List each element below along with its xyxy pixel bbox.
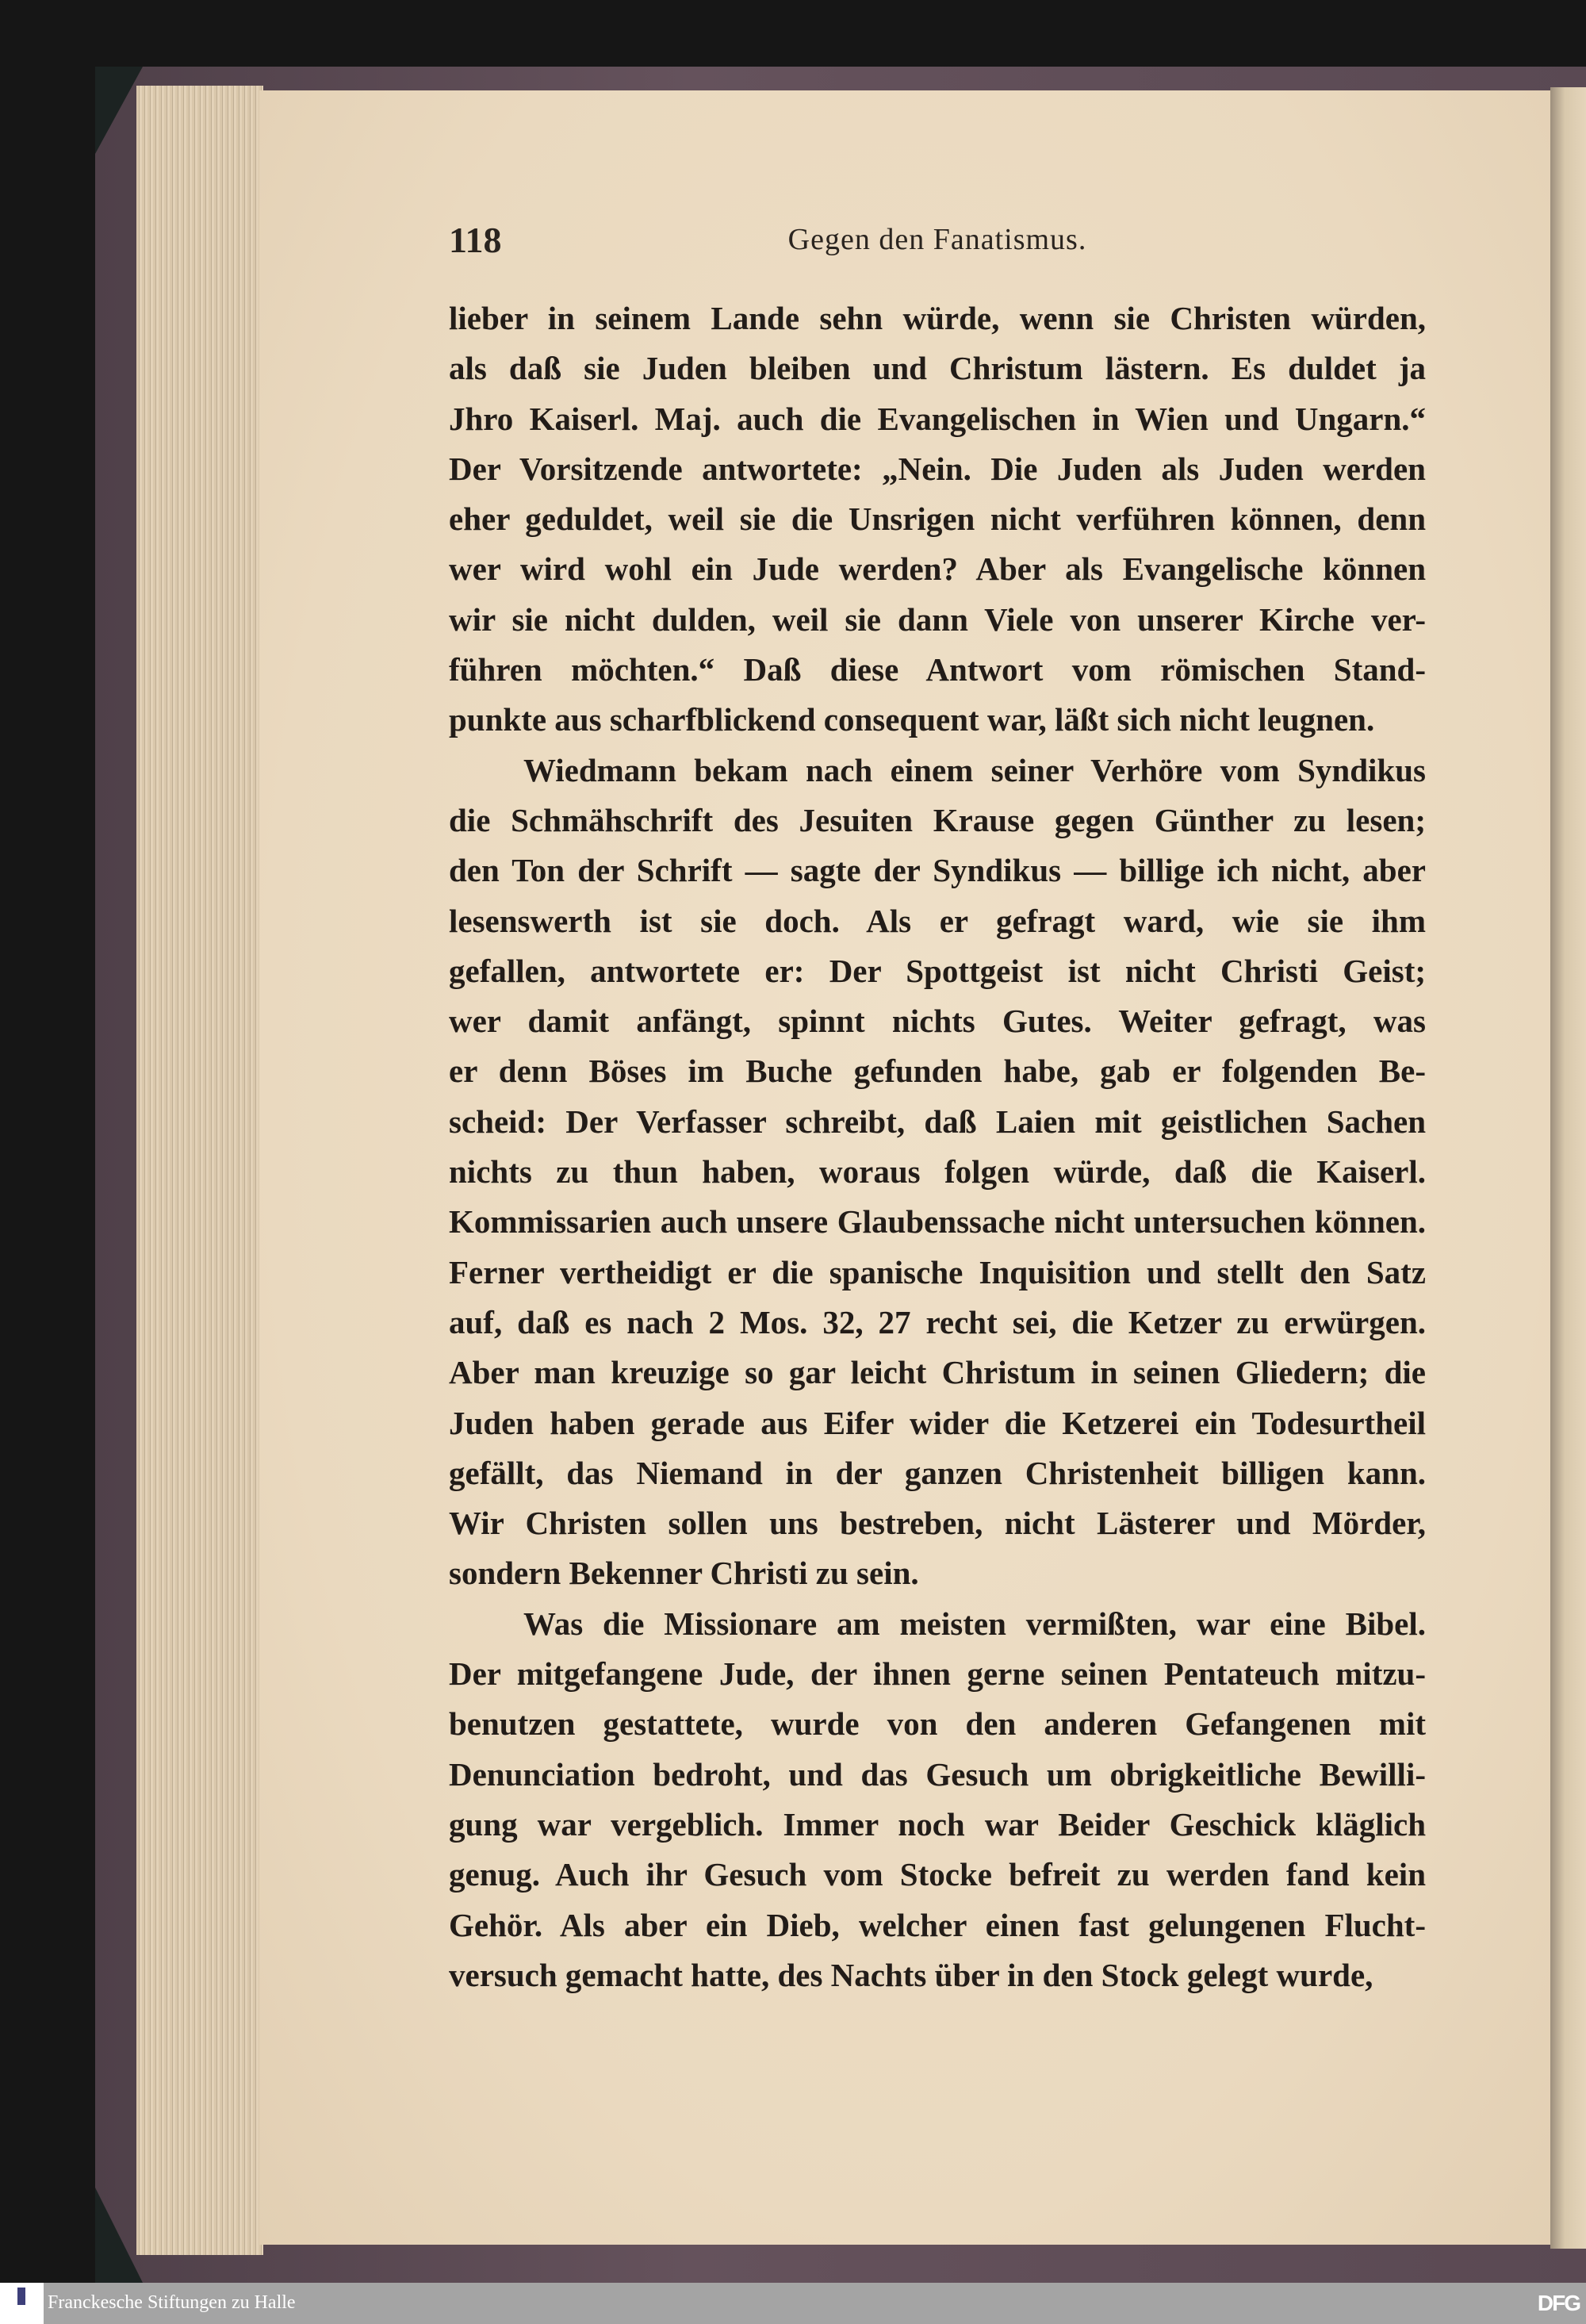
page-body-text (449, 293, 1426, 2000)
page-header (449, 219, 1426, 267)
text-line: führen möchten.“ Daß diese Antwort vom römischen Stand- (449, 651, 1426, 688)
text-line: Der Vorsitzende antwortete: „Nein. Die Juden als Juden werden (449, 450, 1426, 487)
paragraph (449, 293, 1426, 746)
cover-corner-top (95, 67, 143, 154)
page-stack-edges (136, 86, 263, 2255)
text-line: wer wird wohl ein Jude werden? Aber als Evangelische können (449, 550, 1426, 588)
text-line: gefallen, antwortete er: Der Spottgeist ist nicht Christi Geist; (449, 952, 1426, 989)
text-line: punkte aus scharfblickend consequent war, läßt sich nicht leugnen. (449, 701, 1375, 738)
text-line: Ferner vertheidigt er die spanische Inquisition und stellt den Satz (449, 1253, 1426, 1290)
statue-icon (17, 2288, 25, 2305)
text-line: wir sie nicht dulden, weil sie dann Viele von unserer Kirche ver- (449, 600, 1426, 638)
text-line: scheid: Der Verfasser schreibt, daß Laien mit geistlichen Sachen (449, 1103, 1426, 1140)
text-line: wer damit anfängt, spinnt nichts Gutes. Weiter gefragt, was (449, 1003, 1426, 1040)
paragraph (449, 1599, 1426, 2000)
text-line: eher geduldet, weil sie die Unsrigen nicht verführen können, denn (449, 500, 1426, 538)
footer-bar (0, 2283, 1586, 2324)
text-line: die Schmähschrift des Jesuiten Krause gegen Günther zu lesen; (449, 801, 1426, 838)
text-line: Juden haben gerade aus Eifer wider die Ketzerei ein Todesurtheil (449, 1404, 1426, 1441)
text-line: Gehör. Als aber ein Dieb, welcher einen fast gelungenen Flucht- (449, 1906, 1426, 1943)
text-line: Wiedmann bekam nach einem seiner Verhöre vom Syndikus (523, 751, 1426, 788)
institution-name: Franckesche Stiftungen zu Halle (48, 2292, 296, 2313)
text-line: Was die Missionare am meisten vermißten, war eine Bibel. (523, 1605, 1426, 1642)
text-line: lesenswerth ist sie doch. Als er gefragt ward, wie sie ihm (449, 902, 1426, 939)
text-line: sondern Bekenner Christi zu sein. (449, 1555, 919, 1592)
text-line: genug. Auch ihr Gesuch vom Stocke befreit zu werden fand kein (449, 1856, 1426, 1893)
running-title: Gegen den Fanatismus. (787, 223, 1087, 256)
text-line: gefällt, das Niemand in der ganzen Christenheit billigen kann. (449, 1454, 1426, 1491)
text-line: Jhro Kaiserl. Maj. auch die Evangelischen in Wien und Ungarn.“ (449, 400, 1426, 437)
cover-corner-bottom (95, 2188, 143, 2283)
text-line: gung war vergeblich. Immer noch war Beider Geschick kläglich (449, 1805, 1426, 1843)
dfg-logo: DFG (1537, 2291, 1580, 2315)
institution-logo (0, 2283, 44, 2324)
text-line: Aber man kreuzige so gar leicht Christum in seinen Gliedern; die (449, 1354, 1426, 1391)
text-line: Kommissarien auch unsere Glaubenssache nicht untersuchen können. (449, 1203, 1426, 1241)
text-line: den Ton der Schrift — sagte der Syndikus — billige ich nicht, aber (449, 852, 1426, 889)
text-line: Wir Christen sollen uns bestreben, nicht Lästerer und Mörder, (449, 1505, 1426, 1542)
paragraph (449, 746, 1426, 1599)
facing-page-edge (1550, 87, 1586, 2249)
text-line: Der mitgefangene Jude, der ihnen gerne seinen Pentateuch mitzu- (449, 1655, 1426, 1693)
text-line: als daß sie Juden bleiben und Christum lästern. Es duldet ja (449, 350, 1426, 387)
text-line: benutzen gestattete, wurde von den anderen Gefangenen mit (449, 1705, 1426, 1743)
text-line: auf, daß es nach 2 Mos. 32, 27 recht sei, die Ketzer zu erwürgen. (449, 1303, 1426, 1340)
text-line: er denn Böses im Buche gefunden habe, gab er folgenden Be- (449, 1053, 1426, 1090)
text-line: versuch gemacht hatte, des Nachts über in den Stock gelegt wurde, (449, 1956, 1373, 1993)
text-line: lieber in seinem Lande sehn würde, wenn sie Christen würden, (449, 300, 1426, 336)
text-line: nichts zu thun haben, woraus folgen würde, daß die Kaiserl. (449, 1153, 1426, 1191)
text-line: Denunciation bedroht, und das Gesuch um obrigkeitliche Bewilli- (449, 1755, 1426, 1793)
page-number: 118 (449, 220, 502, 260)
